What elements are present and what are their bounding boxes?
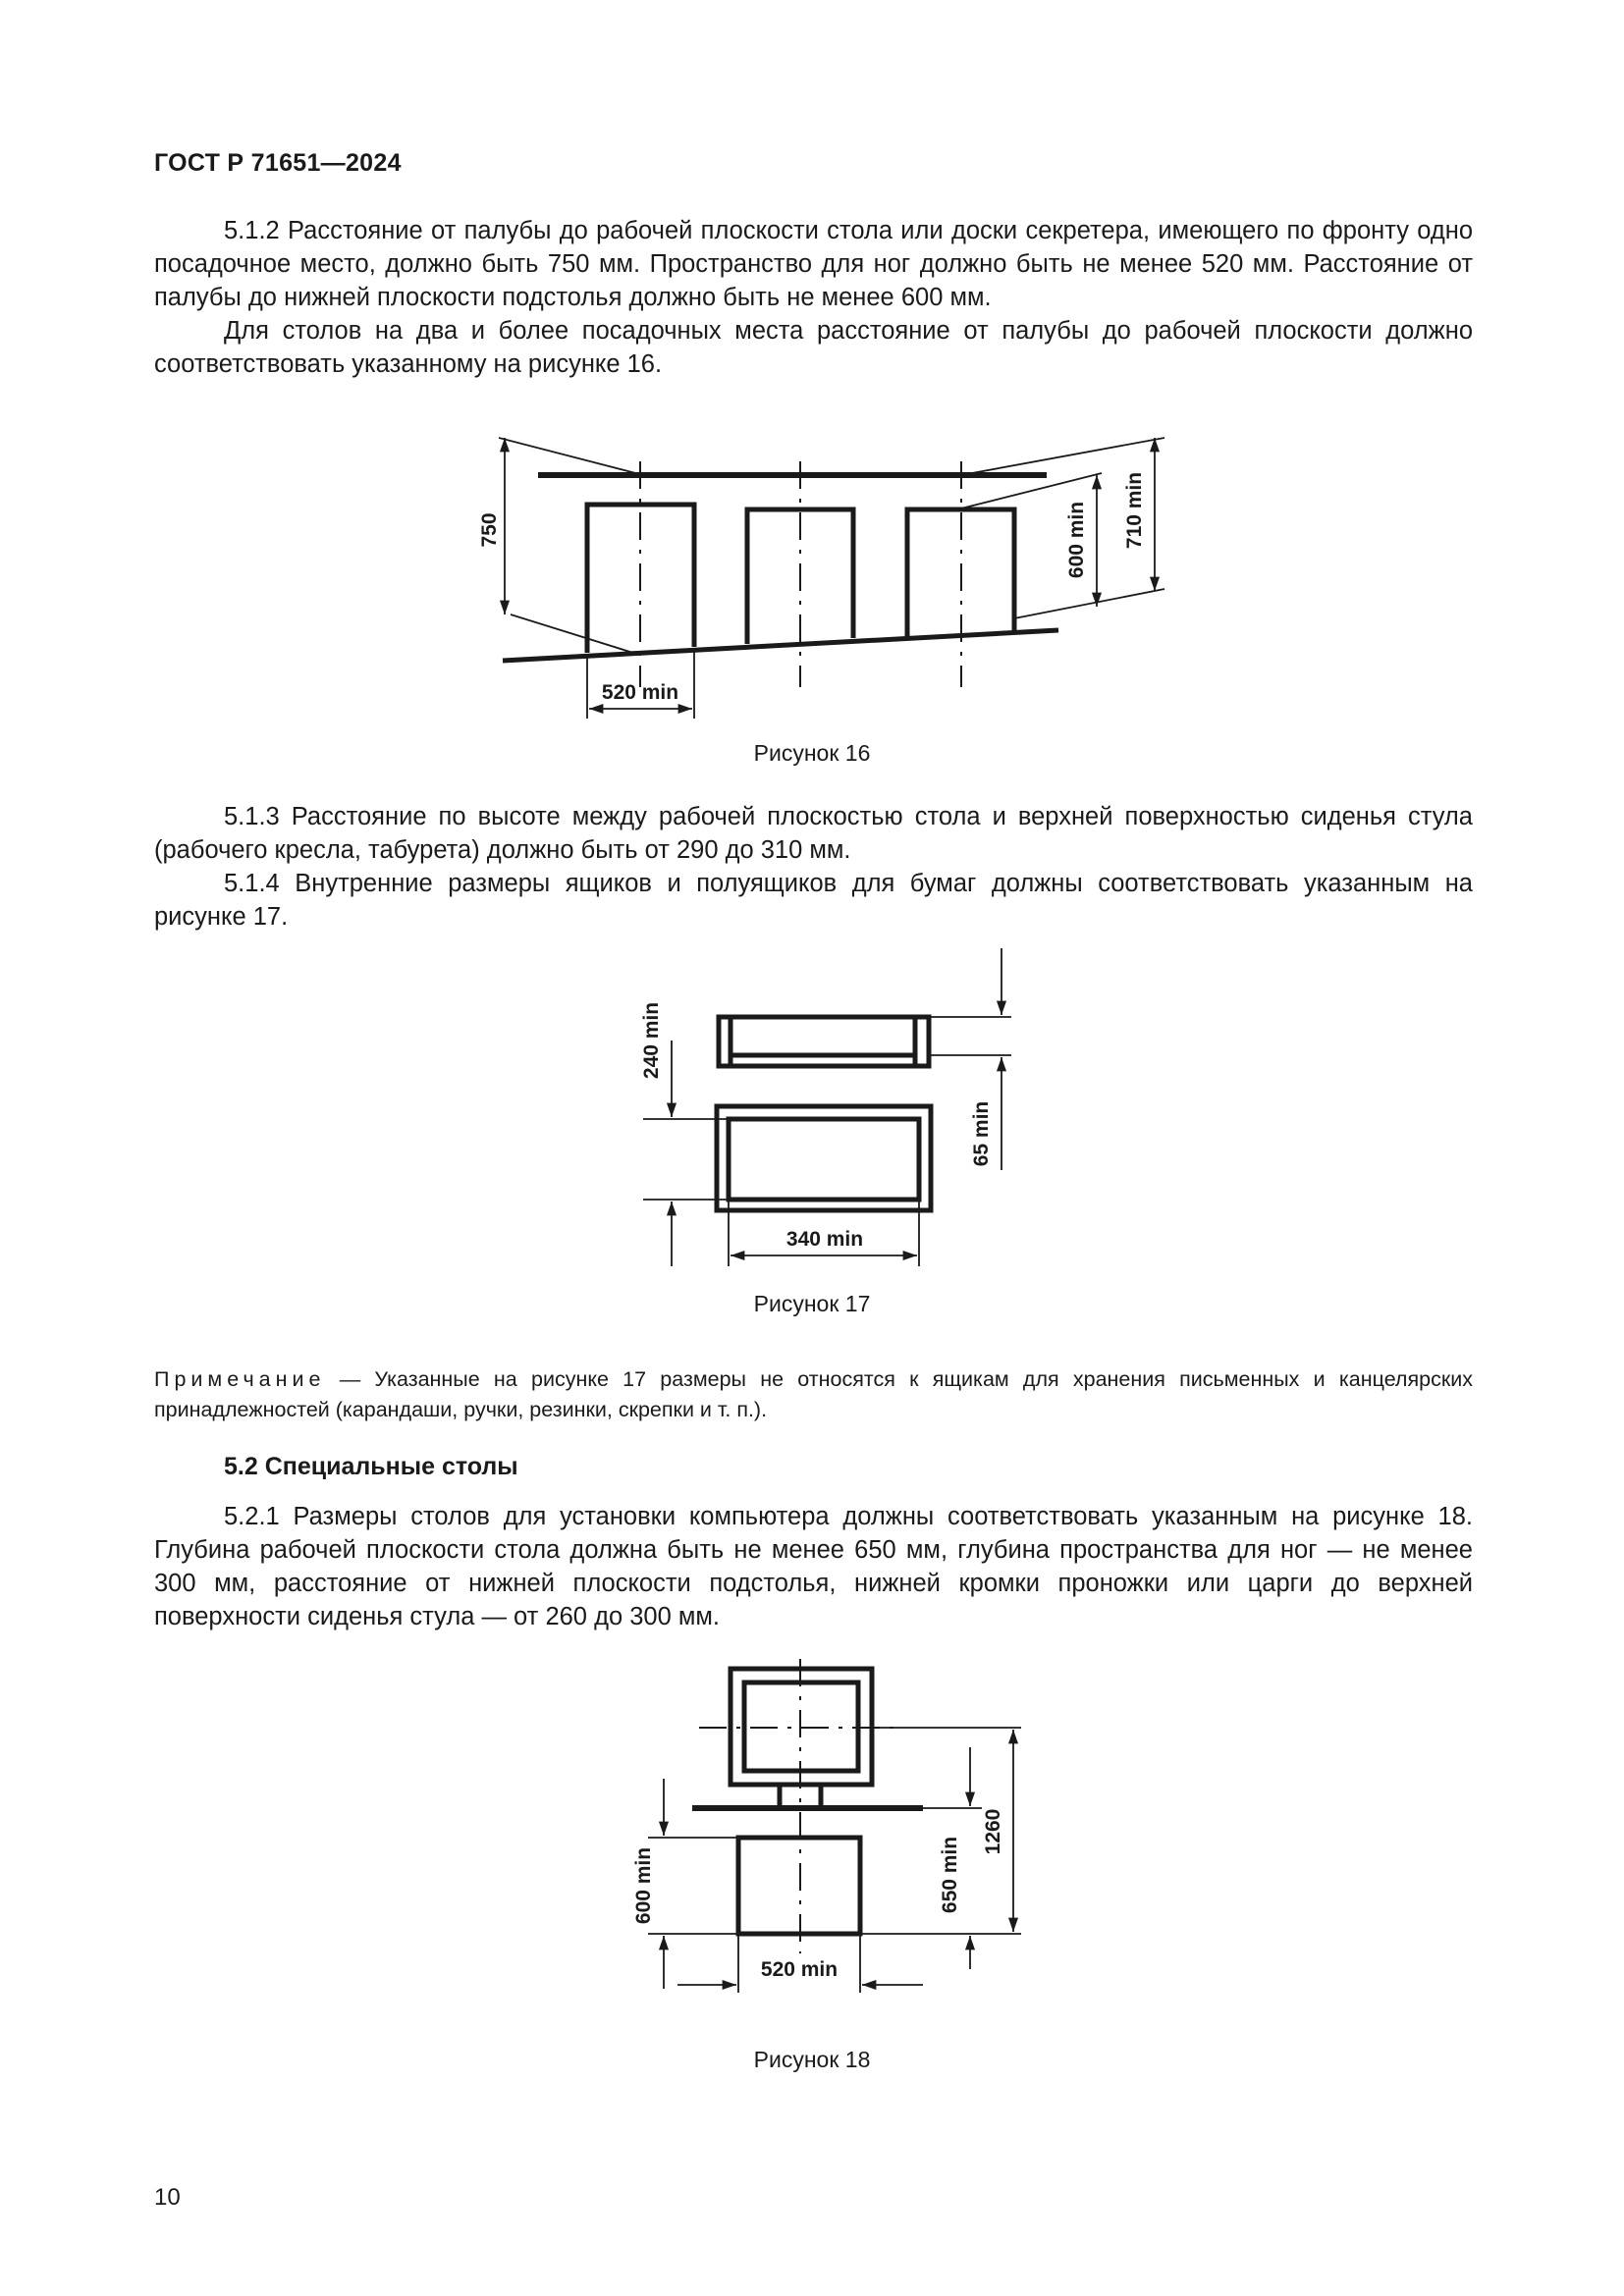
figure-17-caption: Рисунок 17 xyxy=(753,1291,871,1316)
dim-520-label: 520 min xyxy=(601,681,679,704)
page-number: 10 xyxy=(154,2184,181,2211)
section-5-2-heading: 5.2 Специальные столы xyxy=(224,1453,518,1480)
half-drawer-outer xyxy=(719,1017,929,1066)
dim-600-fig18-label: 600 min xyxy=(632,1846,655,1925)
dim-240-label: 240 min xyxy=(640,1001,663,1080)
figure-16-caption: Рисунок 16 xyxy=(753,740,871,766)
paragraph-5-1-2-cont: Для столов на два и более посадочных места расстояние от палубы до рабочей плоскости должно соответствовать указанному на рисунке 16. xyxy=(154,317,1473,378)
drawer-outer xyxy=(717,1106,931,1210)
section-5-1-3 xyxy=(154,800,1473,934)
note-lead: Примечание xyxy=(154,1367,326,1391)
section-5-1-2 xyxy=(154,214,1473,381)
dim-1260-label: 1260 xyxy=(982,1808,1004,1855)
dim-750-label: 750 xyxy=(478,512,501,548)
note-text: — Указанные на рисунке 17 размеры не относятся к ящикам для хранения письменных и канцелярских принадлежностей (карандаши, ручки, резинки, скрепки и т. п.). xyxy=(154,1367,1473,1421)
dim-710-label: 710 min xyxy=(1123,471,1146,550)
paragraph-5-1-2: 5.1.2 Расстояние от палубы до рабочей плоскости стола или доски секретера, имеющего по фронту одно посадочное место, должно быть 750 мм. Пространство для ног должно быть не менее 520 мм. Расстояние от палубы до нижней плоскости подстолья должно быть не менее 600 мм. xyxy=(154,217,1473,311)
dim-520-fig18-label: 520 min xyxy=(760,1958,839,1981)
document-header: ГОСТ Р 71651—2024 xyxy=(154,149,402,177)
figure-18-drawing xyxy=(619,1659,1051,2022)
paragraph-5-2-1: 5.2.1 Размеры столов для установки компьютера должны соответствовать указанным на рисунке 18. Глубина рабочей плоскости стола должна быть не менее 650 мм, глубина пространства для ног — не менее 300 мм, расстояние от нижней плоскости подстолья, нижней кромки проножки или царги до верхней поверхности сиденья стула — от 260 до 300 мм. xyxy=(154,1503,1473,1630)
note-block xyxy=(154,1364,1473,1425)
section-5-2-1 xyxy=(154,1500,1473,1633)
paragraph-5-1-4: 5.1.4 Внутренние размеры ящиков и полуящиков для бумаг должны соответствовать указанным на рисунке 17. xyxy=(154,870,1473,931)
paragraph-5-1-3: 5.1.3 Расстояние по высоте между рабочей плоскостью стола и верхней поверхностью сиденья стула (рабочего кресла, табурета) должно быть от 290 до 310 мм. xyxy=(154,803,1473,864)
figure-16-drawing xyxy=(471,432,1146,726)
figure-18-caption: Рисунок 18 xyxy=(753,2047,871,2072)
dim-65-label: 65 min xyxy=(970,1100,993,1167)
figure-17-drawing xyxy=(628,942,1041,1276)
dim-650-label: 650 min xyxy=(939,1836,961,1914)
dim-340-label: 340 min xyxy=(785,1228,864,1251)
drawer-inner xyxy=(729,1119,919,1200)
dim-600-label: 600 min xyxy=(1065,501,1088,579)
